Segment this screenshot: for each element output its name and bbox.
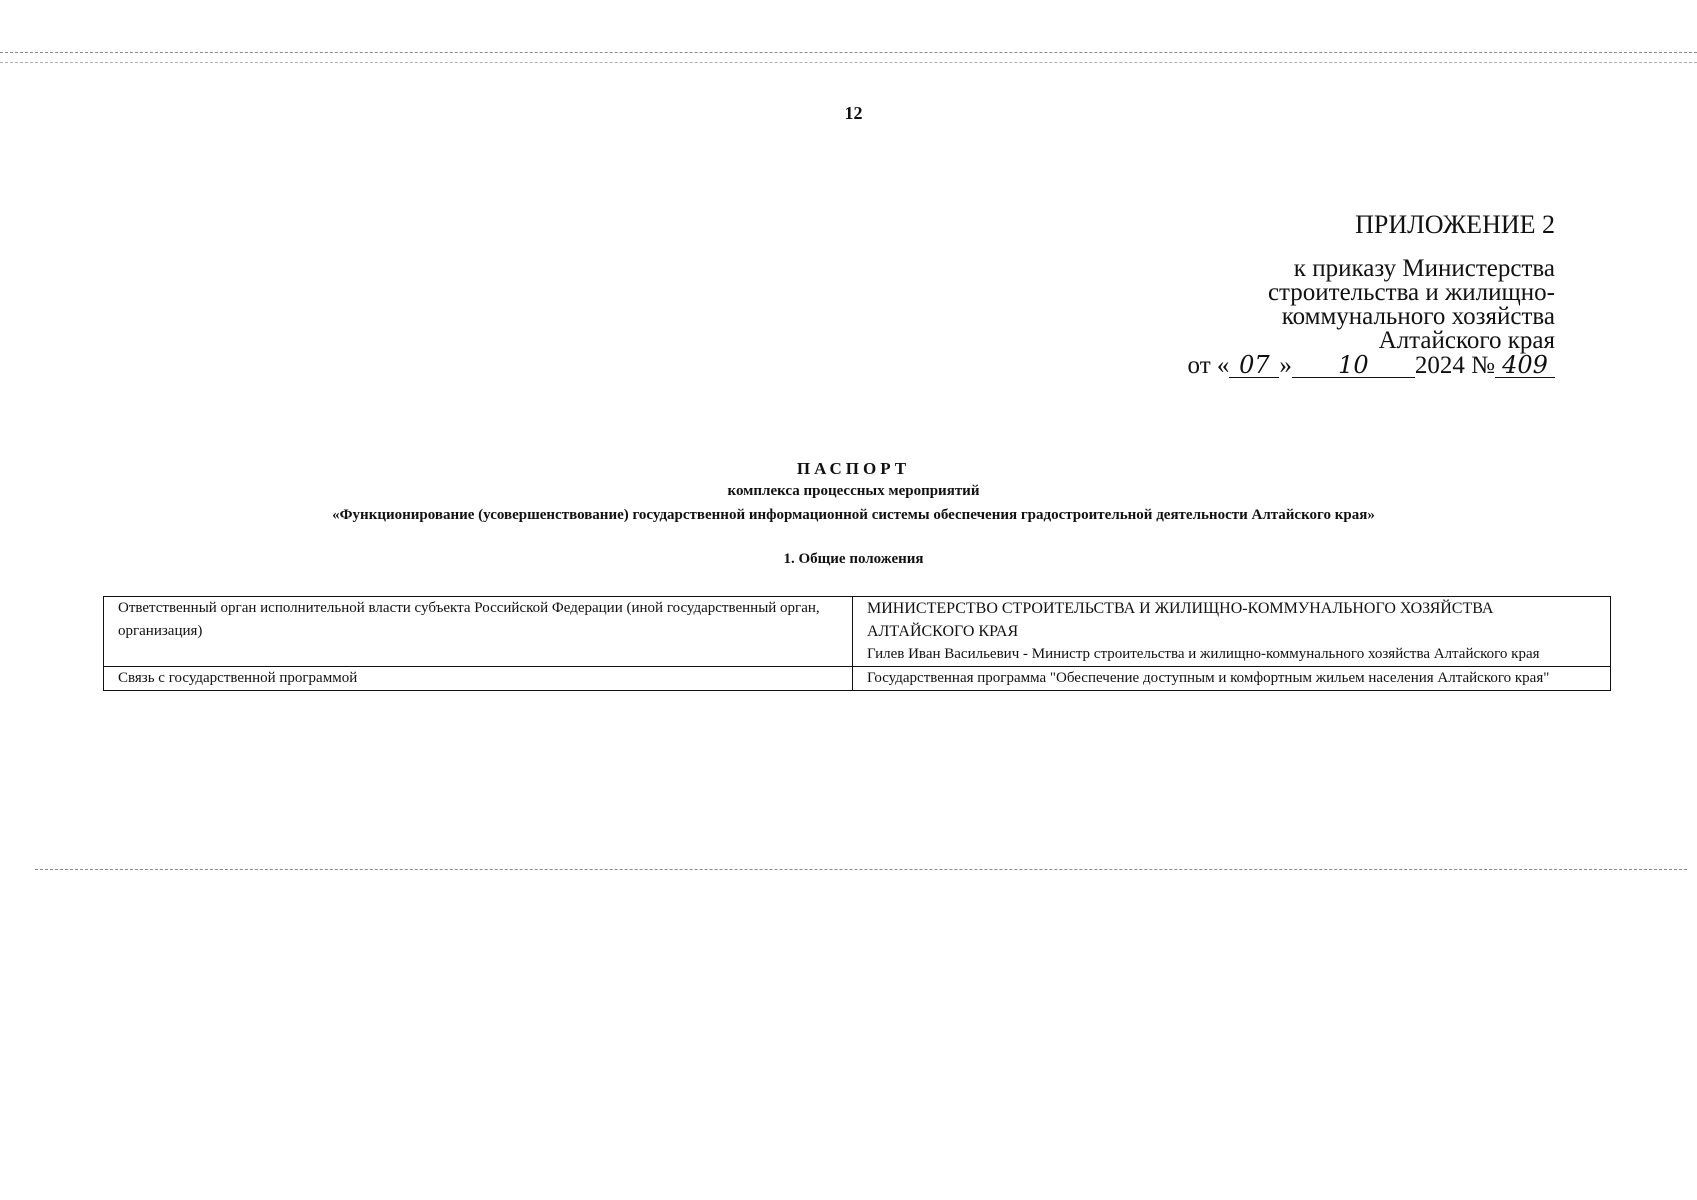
passport-complex-name: «Функционирование (усовершенствование) государственной информационной системы обеспечения градостроительной деятельности Алтайского края» [332,507,1375,523]
table-cell-label: Связь с государственной программой [104,667,853,691]
scan-line-middle [35,869,1687,870]
order-month-handwritten: 10 [1292,353,1415,378]
appendix-line: к приказу Министерства [1293,255,1555,282]
table-cell-label: Ответственный орган исполнительной власти субъекта Российской Федерации (иной государственный орган, организация) [104,597,853,667]
order-day-handwritten: 07 [1229,353,1279,378]
scan-line-top-secondary [0,62,1697,63]
order-year: 2024 № [1414,352,1495,379]
passport-subtitle: комплекса процессных мероприятий [727,483,980,499]
appendix-title: ПРИЛОЖЕНИЕ 2 [1355,210,1555,239]
table-cell-value [853,597,1611,667]
responsible-organization: МИНИСТЕРСТВО СТРОИТЕЛЬСТВА И ЖИЛИЩНО-КОММУНАЛЬНОГО ХОЗЯЙСТВА АЛТАЙСКОГО КРАЯ [867,600,1494,640]
appendix-line: строительства и жилищно- [1267,279,1555,306]
appendix-line: Алтайского края [1378,327,1555,354]
table-row [104,597,1611,667]
order-mid: » [1279,352,1292,379]
section-title: 1. Общие положения [783,551,924,567]
passport-header [0,458,1697,528]
order-prefix: от « [1187,352,1230,379]
table-row [104,667,1611,691]
general-provisions-table [103,596,1611,691]
passport-title: ПАСПОРТ [796,459,911,478]
appendix-block [1187,210,1555,379]
responsible-person: Гилев Иван Васильевич - Министр строительства и жилищно-коммунального хозяйства Алтайского края [867,646,1540,662]
order-number-handwritten: 409 [1495,353,1555,378]
page-number: 12 [844,103,863,123]
appendix-line: коммунального хозяйства [1281,303,1555,330]
scan-line-top [0,52,1697,53]
table-cell-value: Государственная программа "Обеспечение доступным и комфортным жильем населения Алтайского края" [853,667,1611,691]
order-date-line [1188,353,1555,378]
